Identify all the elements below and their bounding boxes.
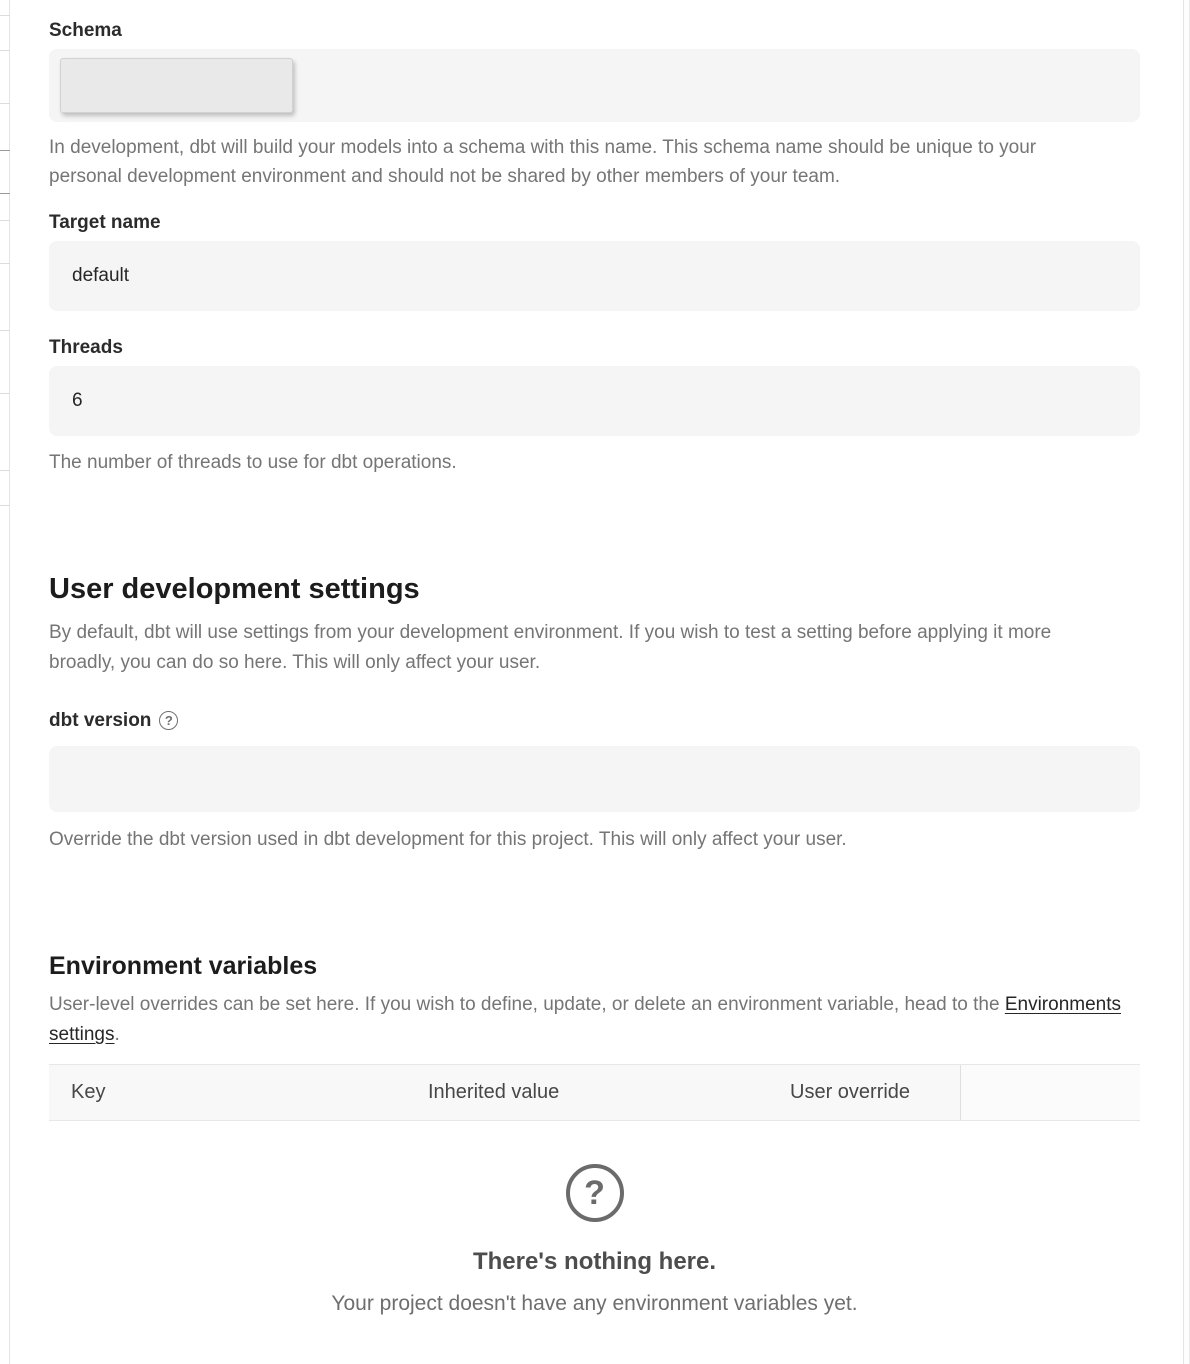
environment-variables-section xyxy=(49,951,1140,1316)
threads-field-group xyxy=(49,336,1140,477)
schema-value-redacted-box xyxy=(60,58,293,113)
threads-input[interactable] xyxy=(49,366,1140,436)
schema-help-text: In development, dbt will build your models into a schema with this name. This schema name should be unique to your personal development environment and should not be shared by other members of your team. xyxy=(49,137,1037,187)
dbt-version-input[interactable] xyxy=(49,746,1140,812)
dbt-version-label: dbt version xyxy=(49,710,152,731)
schema-field-group xyxy=(49,19,1140,191)
column-header-key: Key xyxy=(49,1065,406,1121)
column-header-user-override: User override xyxy=(768,1065,960,1121)
user-development-settings-description: By default, dbt will use settings from your development environment. If you wish to test a setting before applying it more broadly, you can do so here. This will only affect your user. xyxy=(49,622,1052,673)
table-header-row xyxy=(49,1065,1140,1121)
schema-input[interactable] xyxy=(49,49,1140,122)
environment-variables-table xyxy=(49,1064,1140,1121)
column-header-actions xyxy=(960,1065,1140,1121)
question-circle-icon: ? xyxy=(566,1164,624,1222)
empty-state-title: There's nothing here. xyxy=(472,1248,717,1275)
description-text: . xyxy=(114,1024,120,1045)
dbt-version-help-text: Override the dbt version used in dbt development for this project. This will only affect your user. xyxy=(49,829,847,850)
dbt-version-field-group xyxy=(49,709,1140,854)
environment-variables-title: Environment variables xyxy=(49,952,318,980)
question-circle-icon[interactable]: ? xyxy=(159,711,178,730)
threads-label: Threads xyxy=(49,337,123,358)
environment-variables-description xyxy=(49,990,1139,1050)
empty-state-subtitle: Your project doesn't have any environment variables yet. xyxy=(331,1292,858,1315)
user-development-settings-title: User development settings xyxy=(49,573,420,605)
target-name-input[interactable] xyxy=(49,241,1140,311)
column-header-inherited-value: Inherited value xyxy=(406,1065,768,1121)
schema-label: Schema xyxy=(49,20,122,41)
empty-state xyxy=(49,1164,1140,1316)
environments-settings-link[interactable]: Environments settings xyxy=(49,994,1122,1045)
threads-help-text: The number of threads to use for dbt operations. xyxy=(49,452,457,473)
target-name-label: Target name xyxy=(49,212,161,233)
target-name-field-group xyxy=(49,211,1140,311)
description-text: User-level overrides can be set here. If you wish to define, update, or delete an environment variable, head to the xyxy=(49,994,1005,1015)
user-development-settings-section xyxy=(49,571,1140,854)
